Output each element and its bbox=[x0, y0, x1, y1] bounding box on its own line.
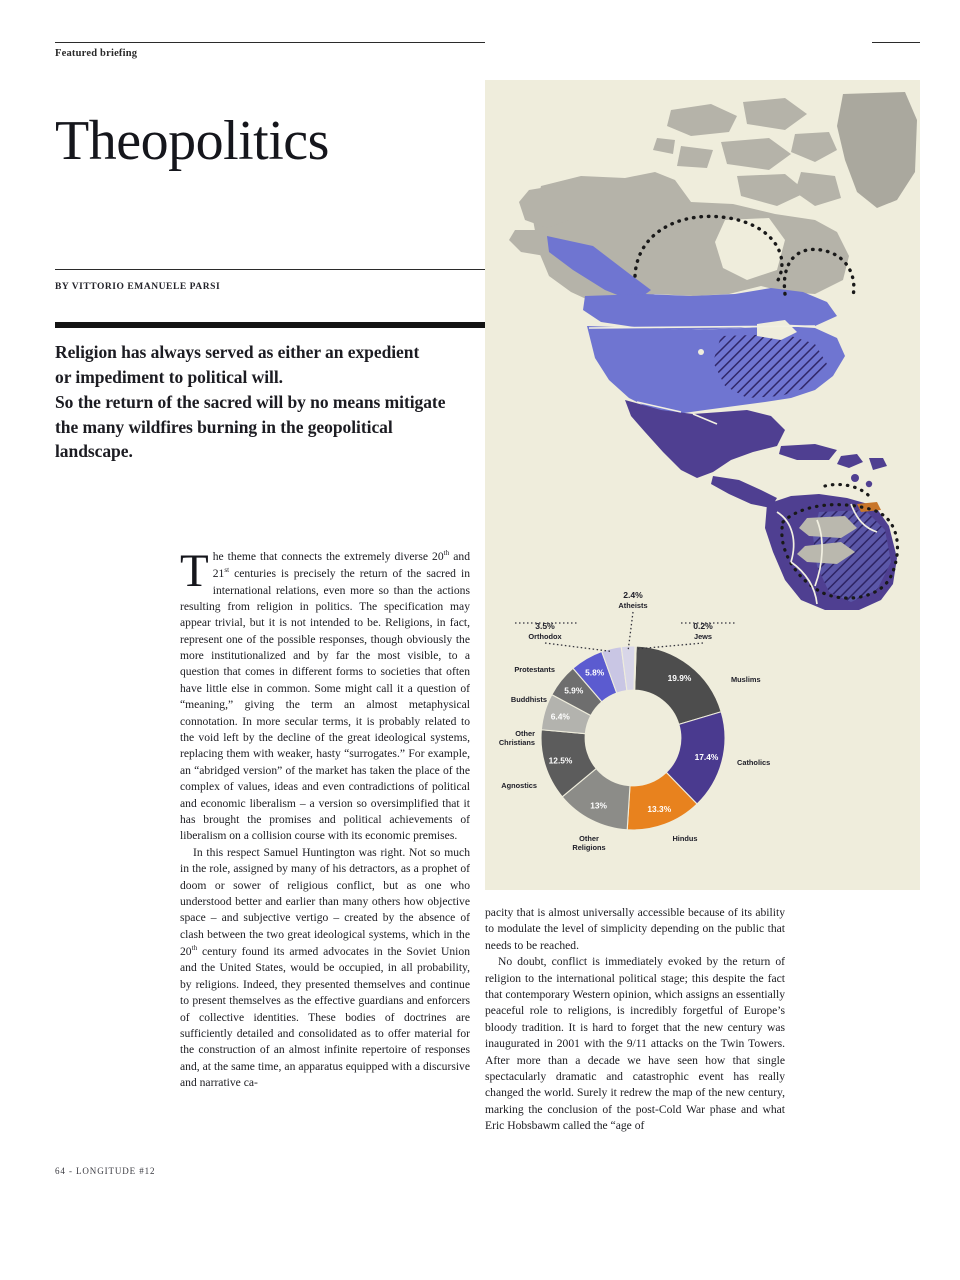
section-kicker: Featured briefing bbox=[55, 48, 138, 59]
donut-slice-label: Atheists bbox=[618, 601, 648, 610]
byline: BY VITTORIO EMANUELE PARSI bbox=[55, 282, 221, 292]
donut-leader-line bbox=[545, 643, 612, 652]
donut-legend-entry bbox=[618, 590, 647, 610]
donut-legend-entry bbox=[514, 665, 555, 674]
donut-slice bbox=[635, 646, 722, 724]
donut-legend-entry bbox=[693, 621, 713, 641]
body-text: and 21 bbox=[212, 549, 470, 581]
standfirst bbox=[55, 340, 485, 464]
body-paragraph bbox=[180, 545, 470, 845]
donut-legend-entry bbox=[731, 675, 761, 684]
donut-slice-percent: 3.5% bbox=[535, 621, 555, 631]
drop-cap: T bbox=[180, 545, 209, 597]
body-text: In this respect Samuel Huntington was right. Not so much in the role, assigned by many of his detractors, as a prophet of doom or sower of religious conflict, but as one who understood better and earlier than many others how objective space – and subjective vertigo – created by the absence of clash between the two great ideological systems, which in the 20 bbox=[180, 845, 470, 958]
donut-slice-percent: 5.8% bbox=[585, 667, 605, 678]
donut-slice-label: Catholics bbox=[737, 758, 771, 767]
body-text: centuries is precisely the return of the sacred in international relations, even more so than the actions resulting from religion in politics. The specification may appear trivial, but it is not intended to be. Religions, in fact, represent one of the possible responses, though obviously the more institutionalized and by far the most visible, to a question that comes in different forms to societies that often have little else in common. Some might call it a question of “meaning,” giving the term an almost metaphysical connotation. In more secular terms, it is probably related to the void left by the decline of the great ideological systems, replacing them with weaker, hasty “surrogates.” For example, an “abridged version” of the market has taken the place of the complex of values, ideas and even contradictions of political and economic liberalism – a version so oversimplified that it has brought the promises and political achievements of liberalism on a collision course with its economic premises. bbox=[180, 567, 470, 843]
donut-slice-percent: 2.4% bbox=[623, 590, 643, 600]
top-rule-right bbox=[872, 42, 920, 43]
body-paragraph: No doubt, conflict is immediately evoked by the return of religion to the international political stage; this despite the fact that contemporary Western opinion, which assigns an essentially peaceful role to religions, is incredibly forgetful of Europe’s bloody tradition. It is hard to forget that the new century was inaugurated in 2001 with the 9/11 attacks on the Twin Towers. After more than a decade we have seen how that single spectacularly dramatic and catastrophic event has really changed the world. Surely it redrew the map of the new century, marking the conclusion of the post-Cold War phase and what Eric Hobsbawm called the “age of bbox=[485, 955, 785, 1133]
americas-religion-map bbox=[485, 80, 920, 610]
donut-slice-percent: 13% bbox=[590, 800, 607, 811]
donut-slice-percent: 19.9% bbox=[667, 672, 692, 683]
body-text: century found its armed advocates in the Soviet Union and the United States, would be occupied, in all probability, by religions. Indeed, they presented themselves and continue to present themselves as the effective guardians and enforcers of collective identities. These bodies of doctrines are sufficiently detailed and consolidated as to offer material for the construction of an almost infinite repertoire of responses and, at the same time, an apparatus equipped with a discursive and narrative ca- bbox=[180, 944, 470, 1090]
ordinal-suffix: th bbox=[443, 549, 450, 557]
byline-rule bbox=[55, 269, 485, 270]
ordinal-suffix: th bbox=[191, 944, 198, 953]
donut-slice-percent: 6.4% bbox=[550, 711, 570, 722]
donut-legend-entry bbox=[672, 834, 697, 843]
donut-legend-entry bbox=[572, 834, 605, 852]
donut-slice-label: Buddhists bbox=[510, 695, 547, 704]
standfirst-line-5: landscape. bbox=[55, 441, 133, 462]
donut-chart-svg bbox=[485, 588, 815, 888]
standfirst-line-4: the many wildfires burning in the geopolitical bbox=[55, 416, 393, 437]
donut-slice-percent: 13.3% bbox=[647, 804, 672, 815]
donut-leader-line bbox=[628, 612, 633, 649]
donut-slice-percent: 17.4% bbox=[694, 752, 719, 763]
body-column-left bbox=[180, 545, 470, 1091]
donut-slice-label: Protestants bbox=[514, 665, 555, 674]
donut-slice-label: Other bbox=[579, 834, 599, 843]
donut-slice-percent: 12.5% bbox=[548, 755, 573, 766]
donut-legend-entry bbox=[511, 695, 547, 704]
standfirst-line-1: Religion has always served as either an expedient bbox=[55, 342, 420, 362]
donut-slice-label: Muslims bbox=[731, 675, 761, 684]
donut-slice-label: Christians bbox=[498, 738, 535, 747]
religion-donut-chart bbox=[485, 588, 815, 888]
top-rule-left bbox=[55, 42, 485, 43]
standfirst-line-2: or impediment to political will. bbox=[55, 366, 283, 387]
standfirst-line-3: So the return of the sacred will by no means mitigate bbox=[55, 391, 446, 412]
donut-slice-label: Jews bbox=[693, 632, 713, 641]
donut-slices bbox=[541, 646, 725, 830]
donut-slice-label: Hindus bbox=[672, 834, 698, 843]
infographic-panel bbox=[485, 80, 920, 890]
donut-legend-entry bbox=[499, 729, 535, 747]
donut-slice-label: Religions bbox=[572, 843, 606, 852]
body-column-right bbox=[485, 905, 785, 1134]
donut-slice-label: Agnostics bbox=[501, 781, 537, 790]
standfirst-rule bbox=[55, 322, 485, 328]
donut-slice-label: Orthodox bbox=[528, 632, 562, 641]
body-paragraph bbox=[180, 845, 470, 1092]
donut-slice-label: Other bbox=[515, 729, 535, 738]
donut-slice-percent: 5.9% bbox=[564, 685, 584, 696]
donut-legend-entry bbox=[737, 758, 770, 767]
body-text: he theme that connects the extremely diverse 20 bbox=[212, 549, 444, 563]
donut-legend-entry bbox=[501, 781, 537, 790]
donut-legend-entry bbox=[528, 621, 562, 641]
donut-slice-percent: 0.2% bbox=[693, 621, 713, 631]
page-title: Theopolitics bbox=[55, 109, 329, 172]
ordinal-suffix: st bbox=[224, 566, 230, 575]
page-folio: 64 - LONGITUDE #12 bbox=[55, 1166, 156, 1176]
body-paragraph: pacity that is almost universally accessible because of its ability to modulate the level of simplicity depending on the public that needs to be reached. bbox=[485, 906, 785, 952]
